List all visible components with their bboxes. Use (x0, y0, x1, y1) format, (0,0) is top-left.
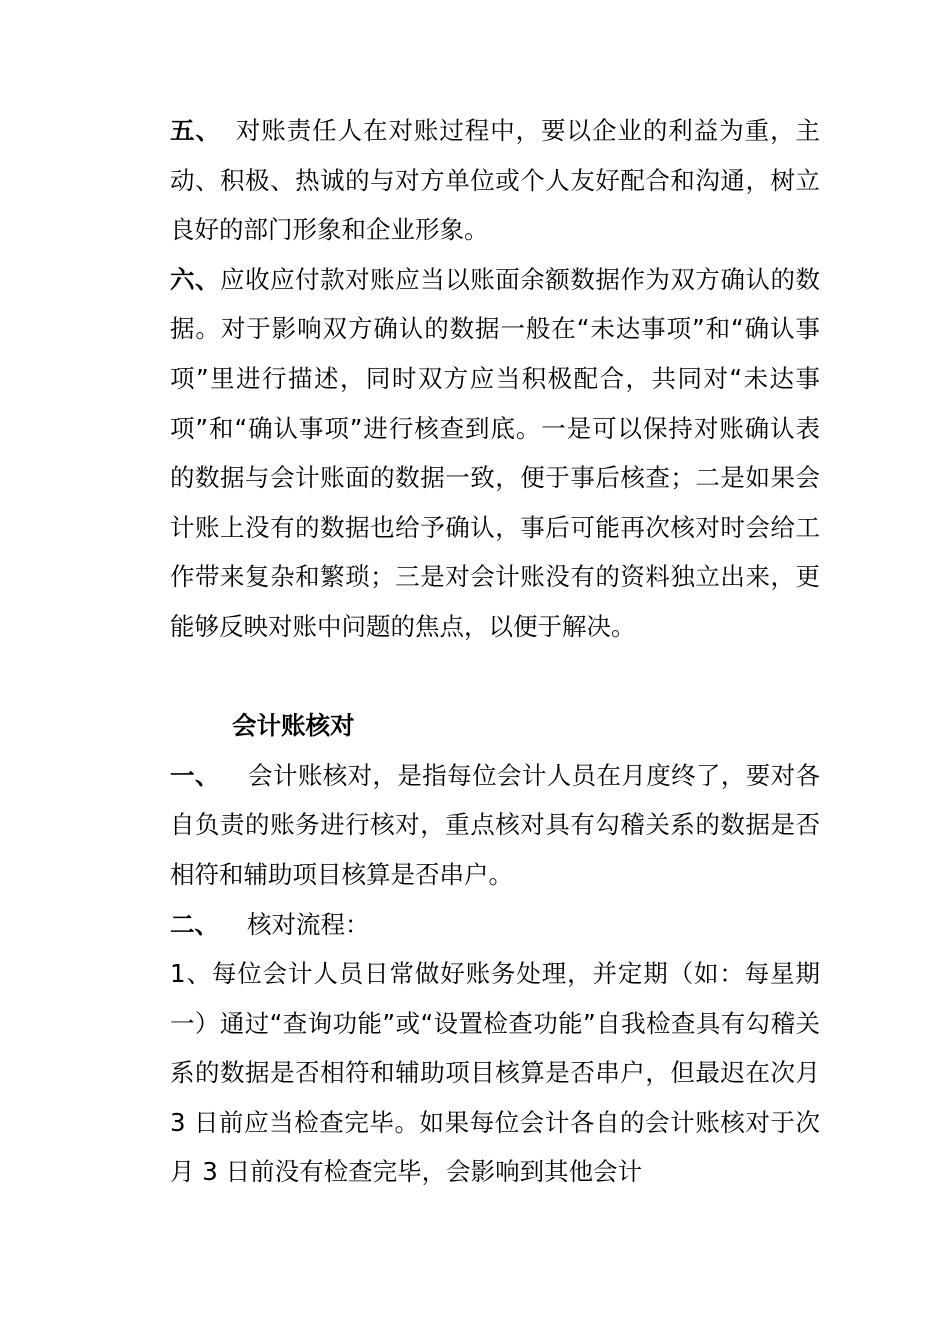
section-item-1 (170, 751, 820, 900)
paragraph-6 (170, 255, 820, 652)
section-item-1-text: 会计账核对，是指每位会计人员在月度终了，要对各自负责的账务进行核对，重点核对具有勾稽关系的数据是否相符和辅助项目核算是否串户。 (170, 760, 821, 889)
section-item-2-text: 核对流程： (247, 909, 370, 939)
section-item-1-number: 一、 (170, 760, 220, 790)
flow-item-1 (170, 949, 820, 1197)
paragraph-6-number: 六、 (170, 264, 221, 294)
blank-line (170, 652, 820, 702)
flow-item-1-text: 1、每位会计人员日常做好账务处理，并定期（如：每星期一）通过“查询功能”或“设置检查功能”自我检查具有勾稽关系的数据是否相符和辅助项目核算是否串户，但最迟在次月 3 日前应当检查完毕。如果每位会计各自的会计账核对于次月 3 日前没有检查完毕，会影响到其他会计 (170, 959, 820, 1187)
section-item-2 (170, 900, 820, 950)
paragraph-6-text: 应收应付款对账应当以账面余额数据作为双方确认的数据。对于影响双方确认的数据一般在“未达事项”和“确认事项”里进行描述，同时双方应当积极配合，共同对“未达事项”和“确认事项”进行核查到底。一是可以保持对账确认表的数据与会计账面的数据一致，便于事后核查；二是如果会计账上没有的数据也给予确认，事后可能再次核对时会给工作带来复杂和繁琐；三是对会计账没有的资料独立出来，更能够反映对账中问题的焦点，以便于解决。 (170, 264, 821, 641)
document-page (170, 106, 820, 1197)
paragraph-5 (170, 106, 820, 255)
section-item-2-number: 二、 (170, 909, 219, 939)
section-title: 会计账核对 (232, 711, 355, 741)
paragraph-5-text: 对账责任人在对账过程中，要以企业的利益为重，主动、积极、热诚的与对方单位或个人友好配合和沟通，树立良好的部门形象和企业形象。 (170, 116, 821, 245)
paragraph-5-number: 五、 (170, 116, 221, 145)
